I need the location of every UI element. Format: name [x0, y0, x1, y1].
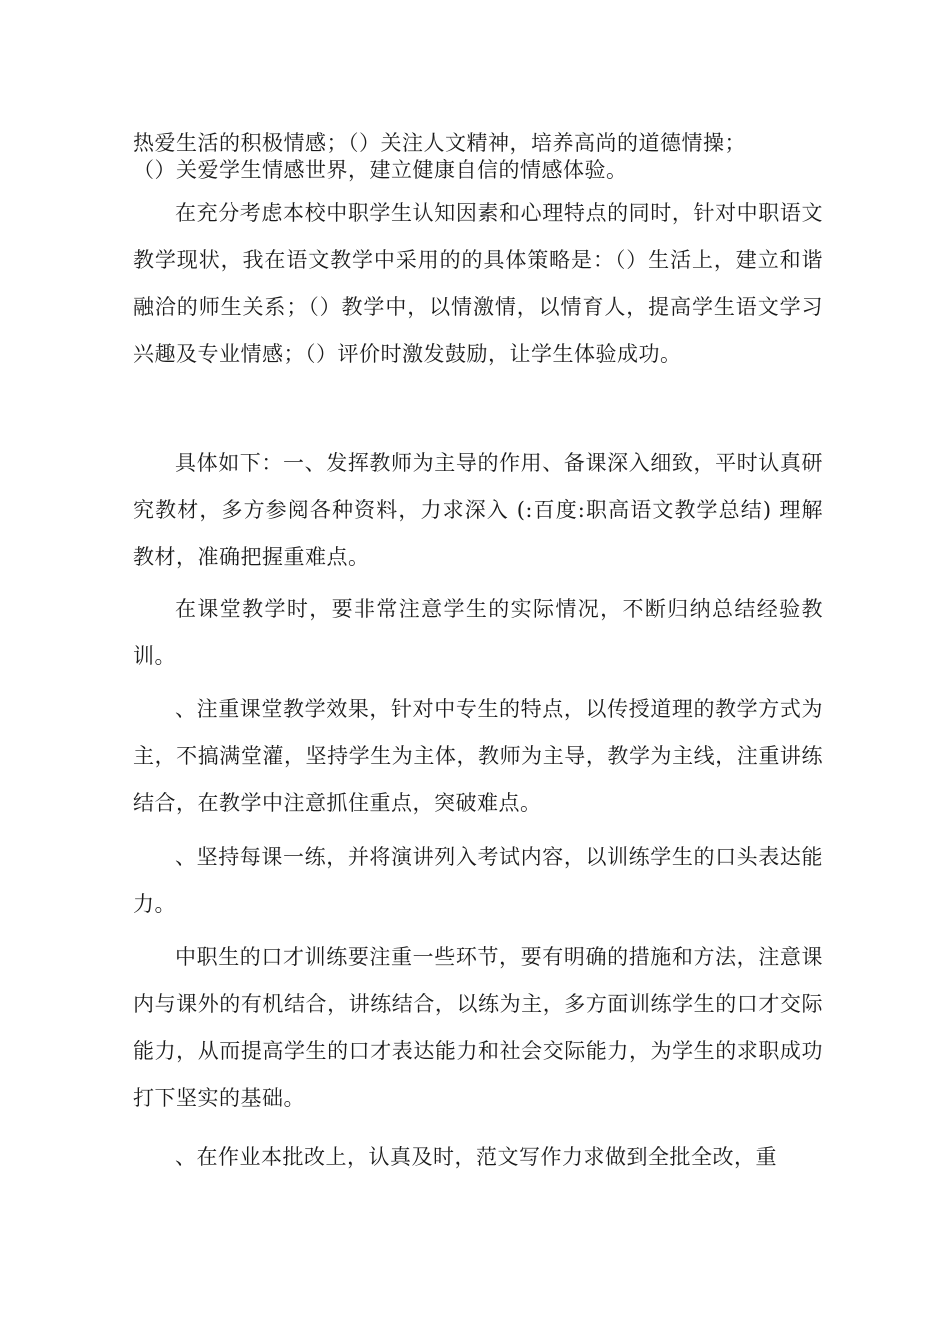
paragraph-text: 、在作业本批改上，认真及时，范文写作力求做到全批全改，重 [175, 1145, 777, 1169]
paragraph [133, 440, 823, 581]
paragraph [133, 190, 823, 378]
paragraph-text: 、注重课堂教学效果，针对中专生的特点，以传授道理的教学方式为主，不搞满堂灌，坚持学生为主体，教师为主导，教学为主线，注重讲练结合，在教学中注意抓住重点，突破难点。 [133, 697, 823, 815]
paragraph [133, 686, 823, 827]
lead-line: 热爱生活的积极情感；（）关注人文精神，培养高尚的道德情操； [133, 131, 746, 155]
lead-line: （）关爱学生情感世界，建立健康自信的情感体验。 [133, 158, 628, 182]
paragraph [133, 834, 823, 928]
paragraph-text: 中职生的口才训练要注重一些环节，要有明确的措施和方法，注意课内与课外的有机结合，讲练结合，以练为主，多方面训练学生的口才交际能力，从而提高学生的口才表达能力和社会交际能力，为学生的求职成功打下坚实的基础。 [133, 945, 823, 1110]
paragraph-text: 在充分考虑本校中职学生认知因素和心理特点的同时，针对中职语文教学现状，我在语文教学中采用的的具体策略是：（）生活上，建立和谐融洽的师生关系；（）教学中，以情激情，以情育人，提高学生语文学习兴趣及专业情感；（）评价时激发鼓励，让学生体验成功。 [133, 201, 823, 366]
paragraph-text: 具体如下：一、发挥教师为主导的作用、备课深入细致，平时认真研究教材，多方参阅各种资料，力求深入 (:百度:职高语文教学总结) 理解教材，准确把握重难点。 [133, 451, 823, 569]
lead-text-block [133, 130, 823, 184]
paragraph [133, 586, 823, 680]
paragraph-text: 在课堂教学时，要非常注意学生的实际情况，不断归纳总结经验教训。 [133, 597, 823, 668]
paragraph [133, 1134, 823, 1181]
paragraph-text: 、坚持每课一练，并将演讲列入考试内容，以训练学生的口头表达能力。 [133, 845, 823, 916]
paragraph [133, 934, 823, 1122]
